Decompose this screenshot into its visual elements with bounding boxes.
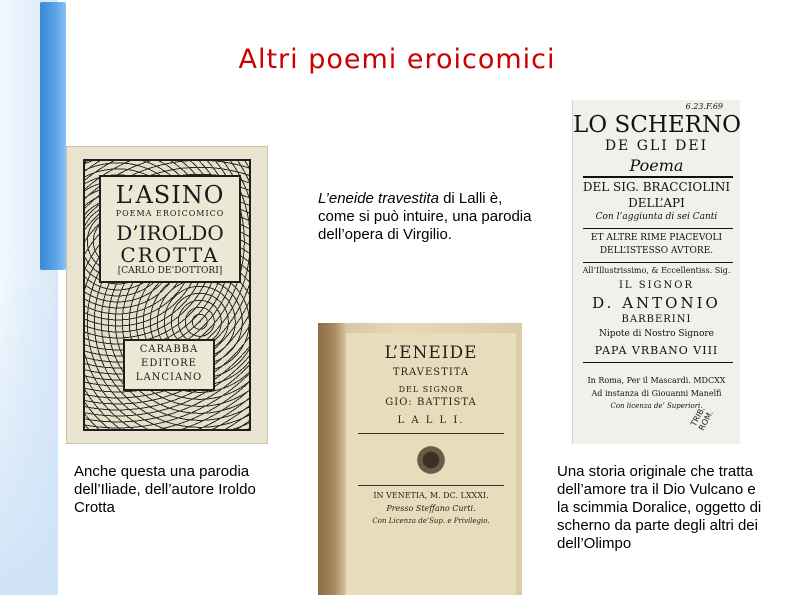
book-title-line-2: DE GLI DEI xyxy=(604,138,709,154)
book-author-line: GIO: BATTISTA xyxy=(385,397,477,408)
publisher-line-2: EDITORE xyxy=(141,358,197,369)
imprint-line-1: In Roma, Per il Mascardi. MDCXX xyxy=(587,376,726,385)
book-cover-scherno-image xyxy=(572,100,740,444)
caption-eneide-title: L’eneide travestita xyxy=(318,190,439,207)
divider xyxy=(583,362,733,363)
book-author-note: [CARLO DE’DOTTORI] xyxy=(117,266,223,276)
book-author-line-2: L A L L I. xyxy=(397,415,465,426)
dedication-line-3: Nipote di Nostro Signore xyxy=(599,329,714,339)
imprint-line-2: Presso Steffano Curti. xyxy=(386,504,476,513)
caption-eneide xyxy=(318,190,540,244)
book-author-line-2: CROTTA xyxy=(120,243,220,267)
publisher-panel xyxy=(123,339,215,391)
caption-scherno: Una storia originale che tratta dell’amore tra il Dio Vulcano e la scimmia Doralice, oggetto di scherno da parte degli altri dei dell’Olimpo xyxy=(557,463,762,552)
book-title-line-3: Poema xyxy=(629,156,684,175)
printer-ornament xyxy=(410,443,452,477)
book-note-line: Con l’aggiunta di sei Canti xyxy=(595,212,718,222)
library-stamp: TRIB. ROM. xyxy=(689,405,716,433)
book-author-line: DEL SIG. BRACCIOLINI xyxy=(582,180,731,194)
divider xyxy=(583,228,733,229)
dedication-name-2: BARBERINI xyxy=(621,314,692,325)
book-subtitle-line: POEMA EROICOMICO xyxy=(115,209,225,218)
publisher-line-1: CARABBA xyxy=(139,344,199,355)
divider xyxy=(358,433,504,434)
shelf-mark: 6.23.F.69 xyxy=(685,102,723,111)
imprint-line-2: Ad instanza di Giouanni Manelfi xyxy=(591,389,722,398)
imprint-line-3: Con licenza de’ Superiori. xyxy=(610,402,703,410)
divider xyxy=(358,485,504,486)
caption-asino: Anche questa una parodia dell’Iliade, dell’autore Iroldo Crotta xyxy=(74,463,256,516)
book-title-line: L’ASINO xyxy=(115,181,225,209)
dedication-line-4: PAPA VRBANO VIII xyxy=(594,344,719,357)
divider xyxy=(583,262,733,263)
book-line: DELL’ISTESSO AVTORE. xyxy=(599,246,714,256)
divider xyxy=(583,176,733,178)
dedication-line-2: IL SIGNOR xyxy=(618,280,695,291)
caption-eneide-text: di Lalli è, come si può intuire, una parodia dell’opera di Virgilio. xyxy=(318,190,532,243)
dedication-name: D. ANTONIO xyxy=(592,294,721,312)
title-panel xyxy=(99,175,241,283)
book-title-line: LO SCHERNO xyxy=(573,112,741,138)
book-author-line-2: DELL’API xyxy=(628,196,685,210)
imprint-line-3: Con Licenza de’Sup. e Privilegio. xyxy=(372,517,490,525)
publisher-line-3: LANCIANO xyxy=(135,372,203,383)
decorative-blue-stripe xyxy=(40,2,66,270)
dedication-line: All’Illustrissimo, & Eccellentiss. Sig. xyxy=(582,266,731,275)
book-cover-asino-image xyxy=(66,146,268,444)
book-line: ET ALTRE RIME PIACEVOLI xyxy=(590,233,723,243)
book-title-line: L’ENEIDE xyxy=(384,343,478,363)
book-author-line: D’IROLDO xyxy=(116,221,224,245)
slide-title: Altri poemi eroicomici xyxy=(238,44,556,75)
imprint-line-1: IN VENETIA, M. DC. LXXXI. xyxy=(373,491,489,500)
book-subtitle-line: TRAVESTITA xyxy=(392,367,470,378)
book-byline: DEL SIGNOR xyxy=(398,385,464,394)
book-cover-eneide-image xyxy=(318,323,522,595)
